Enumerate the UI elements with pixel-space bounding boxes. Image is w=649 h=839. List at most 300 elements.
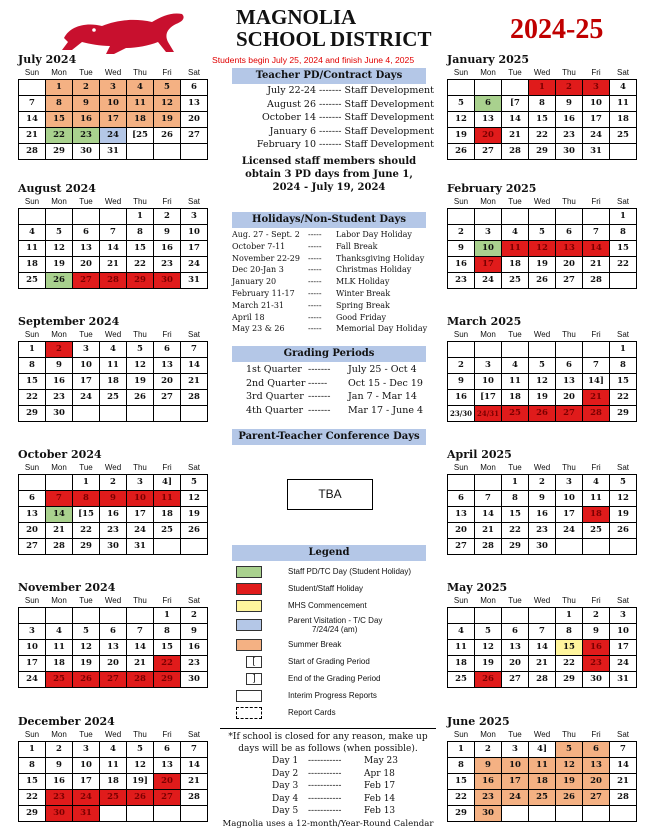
day-cell: 13 (475, 111, 502, 127)
day-cell: 18 (502, 256, 529, 272)
day-cell: 28 (19, 143, 46, 159)
district-name-line1: MAGNOLIA (236, 5, 357, 29)
legend-swatch (236, 707, 262, 719)
day-cell (46, 607, 73, 623)
day-cell: 27 (448, 538, 475, 554)
week-row (448, 607, 637, 623)
month-title: June 2025 (447, 715, 510, 728)
day-cell: 16 (556, 111, 583, 127)
makeup-note (220, 731, 436, 755)
day-cell: 3 (181, 208, 208, 224)
day-cell: 8 (127, 224, 154, 240)
weekday-header: Fri (162, 330, 172, 340)
day-cell: 8 (502, 490, 529, 506)
day-cell: 10 (502, 757, 529, 773)
day-cell: 11 (502, 240, 529, 256)
district-name (236, 6, 431, 50)
day-cell: 19 (181, 506, 208, 522)
day-cell: 22 (556, 655, 583, 671)
month-table (18, 729, 208, 822)
month-feb (447, 182, 637, 289)
weekday-header: Sun (24, 463, 40, 473)
day-cell: 9 (448, 373, 475, 389)
legend-label (288, 616, 382, 634)
weekday-header: Tue (508, 330, 522, 340)
day-cell (127, 805, 154, 821)
month-title: July 2024 (18, 53, 77, 66)
holiday-row (232, 254, 426, 266)
weekday-header: Sat (187, 68, 200, 78)
day-cell: 12 (154, 95, 181, 111)
day-cell (73, 405, 100, 421)
weekday-header: Fri (591, 330, 601, 340)
week-row (19, 143, 208, 159)
makeup-date: Feb 13 (364, 806, 396, 817)
day-cell: 23 (154, 256, 181, 272)
week-row (448, 506, 637, 522)
day-cell: 4 (502, 357, 529, 373)
holiday-date: Aug. 27 - Sept. 2 (232, 230, 300, 239)
day-cell: 13 (154, 757, 181, 773)
day-cell: 17 (73, 773, 100, 789)
day-cell: 2 (154, 208, 181, 224)
day-cell: 7 (583, 224, 610, 240)
weekday-header: Sat (616, 330, 629, 340)
day-cell: 20 (448, 522, 475, 538)
makeup-day: Day 2 (272, 768, 299, 779)
holiday-label: Labor Day Holiday (336, 230, 412, 239)
day-cell: 16 (529, 506, 556, 522)
day-cell: 1 (502, 474, 529, 490)
grading-row (246, 378, 426, 392)
makeup-row (272, 769, 436, 782)
day-cell: 22 (154, 655, 181, 671)
legend-swatch: ] (246, 673, 262, 685)
day-cell: 2 (73, 79, 100, 95)
day-cell: 2 (448, 224, 475, 240)
day-cell: 10 (181, 224, 208, 240)
day-cell (556, 341, 583, 357)
makeup-dashes: ----------- (308, 756, 342, 766)
day-cell: 10 (127, 490, 154, 506)
weekday-header: Mon (51, 463, 67, 473)
legend-label: Start of Grading Period (288, 657, 370, 666)
day-cell: 6 (73, 224, 100, 240)
day-cell: 20 (583, 773, 610, 789)
weekday-header: Wed (533, 68, 551, 78)
day-cell: 24/31 (475, 405, 502, 421)
legend-item (236, 704, 436, 721)
day-cell: 30 (556, 143, 583, 159)
day-cell: 17 (127, 506, 154, 522)
week-row (19, 373, 208, 389)
grading-range: Oct 15 - Dec 19 (348, 377, 423, 389)
day-cell: 26 (529, 272, 556, 288)
day-cell: 11 (100, 757, 127, 773)
day-cell: 14 (610, 757, 637, 773)
day-cell: 21 (127, 655, 154, 671)
holiday-row (232, 242, 426, 254)
week-row (448, 95, 637, 111)
day-cell: 21 (100, 256, 127, 272)
day-cell: 3 (502, 741, 529, 757)
day-cell: 26 (475, 671, 502, 687)
day-cell (448, 208, 475, 224)
week-row (448, 373, 637, 389)
day-cell (46, 474, 73, 490)
day-cell: 16 (46, 373, 73, 389)
week-row (19, 272, 208, 288)
day-cell: 8 (556, 623, 583, 639)
day-cell: 17 (556, 506, 583, 522)
day-cell: 4 (502, 224, 529, 240)
weekday-header: Mon (51, 330, 67, 340)
day-cell: 6 (556, 357, 583, 373)
day-cell (583, 208, 610, 224)
makeup-date: May 23 (364, 756, 398, 766)
day-cell: 21 (19, 127, 46, 143)
day-cell: 4 (100, 741, 127, 757)
pd-label: Staff Development (344, 98, 434, 110)
week-row (448, 272, 637, 288)
day-cell: 28 (583, 272, 610, 288)
weekday-header: Thu (133, 197, 147, 207)
makeup-dashes: ----------- (308, 768, 342, 779)
day-cell: 22 (46, 127, 73, 143)
day-cell: 23 (556, 127, 583, 143)
day-cell: 4 (100, 341, 127, 357)
day-cell: 18 (46, 655, 73, 671)
day-cell: 18 (19, 256, 46, 272)
makeup-dashes: ----------- (308, 781, 342, 792)
day-cell: 16 (46, 773, 73, 789)
weekday-header: Mon (480, 730, 496, 740)
day-cell: 26 (556, 789, 583, 805)
day-cell: 16 (448, 389, 475, 405)
holiday-label: MLK Holiday (336, 277, 390, 287)
day-cell: 12 (127, 757, 154, 773)
day-cell (154, 405, 181, 421)
day-cell: 8 (73, 490, 100, 506)
day-cell: 3 (73, 741, 100, 757)
week-row (19, 490, 208, 506)
day-cell: 28 (529, 671, 556, 687)
day-cell: 19 (475, 655, 502, 671)
day-cell (502, 208, 529, 224)
day-cell: 14 (475, 506, 502, 522)
week-row (19, 506, 208, 522)
legend-section (232, 545, 426, 561)
day-cell: 7 (475, 490, 502, 506)
day-cell: 28 (46, 538, 73, 554)
day-cell: 20 (73, 256, 100, 272)
day-cell: 9 (100, 490, 127, 506)
day-cell: 13 (502, 639, 529, 655)
weekday-header: Tue (508, 596, 522, 606)
month-jan (447, 53, 637, 160)
day-cell (181, 143, 208, 159)
day-cell: 13 (181, 95, 208, 111)
holiday-label: Christmas Holiday (336, 265, 412, 275)
day-cell: 5 (556, 741, 583, 757)
day-cell (448, 341, 475, 357)
day-cell (19, 79, 46, 95)
day-cell: 1 (448, 741, 475, 757)
day-cell: 18 (610, 111, 637, 127)
day-cell: 15 (610, 373, 637, 389)
weekday-header: Wed (533, 197, 551, 207)
month-title: November 2024 (18, 581, 116, 594)
day-cell: 24 (127, 522, 154, 538)
day-cell: 9 (46, 757, 73, 773)
month-table (18, 67, 208, 160)
weekday-header: Sat (187, 596, 200, 606)
day-cell: 6 (154, 341, 181, 357)
day-cell: 13 (583, 757, 610, 773)
week-row (19, 341, 208, 357)
pd-note-line1: Licensed staff members should (241, 155, 417, 167)
grading-row (246, 405, 426, 419)
day-cell (556, 805, 583, 821)
weekday-header: Thu (562, 68, 576, 78)
district-name-line2: SCHOOL DISTRICT (236, 27, 432, 51)
tba-box (287, 479, 373, 510)
day-cell: 23 (46, 389, 73, 405)
day-cell: 12 (448, 111, 475, 127)
month-oct (18, 448, 208, 555)
day-cell (127, 607, 154, 623)
day-cell: 20 (502, 655, 529, 671)
week-row (448, 655, 637, 671)
day-cell (73, 208, 100, 224)
grading-quarter: 3rd Quarter (246, 391, 304, 402)
month-title: May 2025 (447, 581, 508, 594)
day-cell: 17 (610, 639, 637, 655)
day-cell: 19 (529, 256, 556, 272)
weekday-header: Mon (480, 596, 496, 606)
day-cell: 21 (583, 389, 610, 405)
legend-label: Summer Break (288, 640, 342, 649)
day-cell: 1 (610, 208, 637, 224)
day-cell: 6 (448, 490, 475, 506)
day-cell (100, 405, 127, 421)
day-cell: 30 (100, 538, 127, 554)
week-row (19, 240, 208, 256)
day-cell: 20 (475, 127, 502, 143)
weekday-header: Wed (104, 596, 122, 606)
week-row (19, 111, 208, 127)
grading-range: Mar 17 - June 4 (348, 404, 424, 416)
day-cell (154, 538, 181, 554)
pd-row (238, 139, 434, 153)
weekday-header: Sat (187, 330, 200, 340)
legend-items (236, 563, 436, 721)
month-table (18, 329, 208, 422)
day-cell: 6 (475, 95, 502, 111)
day-cell: 8 (154, 623, 181, 639)
day-cell: 22 (448, 789, 475, 805)
week-row (19, 95, 208, 111)
legend-label: Report Cards (288, 708, 336, 717)
grading-row (246, 391, 426, 405)
month-table (18, 462, 208, 555)
makeup-day: Day 3 (272, 781, 299, 792)
holiday-date: January 20 (232, 277, 277, 287)
day-cell: 11 (46, 639, 73, 655)
day-cell: 27 (181, 127, 208, 143)
weekday-header: Sat (187, 197, 200, 207)
day-cell: 19 (448, 127, 475, 143)
day-cell: 18 (127, 111, 154, 127)
holiday-row (232, 230, 426, 242)
day-cell: 3 (19, 623, 46, 639)
day-cell: 4 (448, 623, 475, 639)
day-cell: 29 (556, 671, 583, 687)
holiday-dashes: ----- (308, 241, 322, 251)
week-row (448, 341, 637, 357)
week-row (448, 538, 637, 554)
day-cell: 7 (100, 224, 127, 240)
weekday-header: Sat (616, 596, 629, 606)
day-cell: 5 (529, 224, 556, 240)
day-cell: 10 (19, 639, 46, 655)
students-begin-note: Students begin July 25, 2024 and finish June 4, 2025 (212, 55, 415, 65)
day-cell: 31 (73, 805, 100, 821)
weekday-header: Wed (533, 463, 551, 473)
makeup-note-line1: *If school is closed for any reason, make up (228, 732, 428, 742)
week-row (448, 224, 637, 240)
day-cell (46, 208, 73, 224)
day-cell: 14] (583, 373, 610, 389)
day-cell (475, 341, 502, 357)
day-cell: 21 (475, 522, 502, 538)
pd-label: Staff Development (344, 125, 434, 137)
pd-row (238, 125, 434, 140)
day-cell: 11 (100, 357, 127, 373)
day-cell: 30 (529, 538, 556, 554)
month-table (18, 595, 208, 688)
day-cell: 6 (181, 79, 208, 95)
day-cell: 20 (154, 373, 181, 389)
day-cell: 29 (610, 405, 637, 421)
day-cell: 21 (502, 127, 529, 143)
day-cell: 30 (46, 805, 73, 821)
week-row (448, 805, 637, 821)
day-cell: 28 (475, 538, 502, 554)
day-cell: 22 (73, 522, 100, 538)
makeup-date: Feb 14 (364, 793, 396, 804)
week-row (448, 474, 637, 490)
weekday-header: Sun (24, 68, 40, 78)
day-cell: 9 (181, 623, 208, 639)
day-cell: 30 (46, 405, 73, 421)
day-cell: 29 (73, 538, 100, 554)
weekday-header: Fri (591, 197, 601, 207)
makeup-dashes: ----------- (308, 806, 342, 817)
pd-dashes: ------- (319, 112, 342, 123)
day-cell: 18 (100, 373, 127, 389)
day-cell: 25 (100, 389, 127, 405)
day-cell: 8 (46, 95, 73, 111)
day-cell: 12 (181, 490, 208, 506)
day-cell: 12 (610, 490, 637, 506)
day-cell: 31 (181, 272, 208, 288)
day-cell: 26 (73, 671, 100, 687)
day-cell: 1 (610, 341, 637, 357)
day-cell: 31 (127, 538, 154, 554)
day-cell: 19 (610, 506, 637, 522)
day-cell (73, 607, 100, 623)
week-row (19, 538, 208, 554)
weekday-header: Thu (133, 463, 147, 473)
day-cell: 2 (448, 357, 475, 373)
week-row (448, 79, 637, 95)
pd-label: Staff Development (344, 85, 434, 96)
legend-header: Legend (232, 545, 426, 561)
day-cell: 8 (610, 357, 637, 373)
weekday-header: Fri (591, 596, 601, 606)
day-cell: 9 (475, 757, 502, 773)
makeup-divider (220, 728, 436, 729)
month-title: February 2025 (447, 182, 537, 195)
day-cell: 13 (556, 373, 583, 389)
day-cell: 30 (154, 272, 181, 288)
day-cell: 12 (73, 639, 100, 655)
day-cell: 18 (154, 506, 181, 522)
holidays-section (232, 212, 426, 336)
day-cell: 15 (46, 111, 73, 127)
legend-swatch (236, 583, 262, 595)
makeup-day: Day 5 (272, 806, 299, 817)
day-cell: 21 (181, 773, 208, 789)
day-cell: 17 (583, 111, 610, 127)
day-cell: 17 (100, 111, 127, 127)
legend-swatch: [ (246, 656, 262, 668)
day-cell: 15 (556, 639, 583, 655)
day-cell: 22 (19, 389, 46, 405)
day-cell: 3 (475, 357, 502, 373)
legend-swatch (236, 639, 262, 651)
day-cell (502, 79, 529, 95)
week-row (19, 655, 208, 671)
day-cell (529, 805, 556, 821)
holiday-date: Dec 20-Jan 3 (232, 265, 284, 275)
day-cell: 20 (181, 111, 208, 127)
week-row (19, 623, 208, 639)
pd-note (232, 155, 426, 194)
day-cell (475, 79, 502, 95)
day-cell: 4 (46, 623, 73, 639)
grading-range: Jan 7 - Mar 14 (348, 391, 417, 402)
day-cell: 24 (100, 127, 127, 143)
makeup-row (272, 756, 436, 769)
panther-logo (56, 8, 188, 58)
holiday-dashes: ----- (308, 300, 322, 310)
week-row (19, 405, 208, 421)
weekday-header: Fri (591, 463, 601, 473)
weekday-header: Fri (162, 463, 172, 473)
day-cell: 5 (448, 95, 475, 111)
makeup-footer: Magnolia uses a 12-month/Year-Round Calendar (222, 818, 434, 829)
legend-item (236, 614, 436, 636)
day-cell: 31 (610, 671, 637, 687)
day-cell: 29 (19, 805, 46, 821)
day-cell: 17 (181, 240, 208, 256)
legend-swatch (236, 619, 262, 631)
pd-date: July 22-24 (267, 85, 316, 96)
day-cell: 29 (154, 671, 181, 687)
grading-header: Grading Periods (232, 346, 426, 362)
